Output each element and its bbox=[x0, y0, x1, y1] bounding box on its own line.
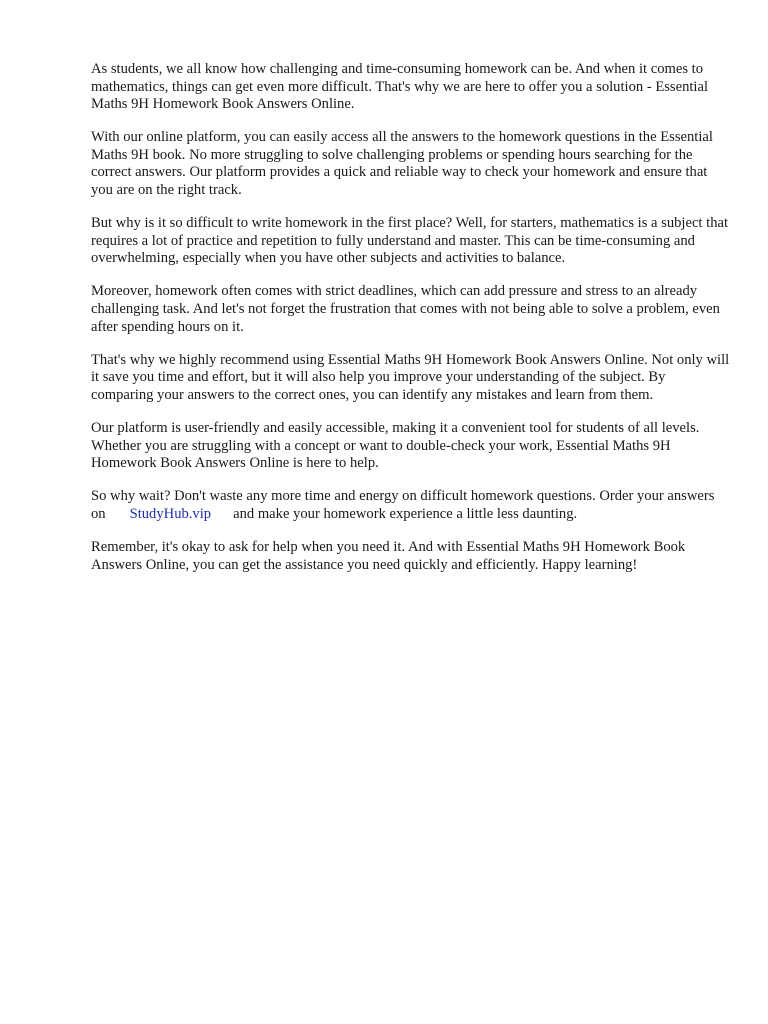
document-page bbox=[91, 61, 731, 590]
cta-text-after: and make your homework experience a little less daunting. bbox=[233, 505, 578, 522]
paragraph-platform: With our online platform, you can easily access all the answers to the homework questions in the Essential Maths 9H book. No more struggling to solve challenging problems or spending hours searching for the correct answers. Our platform provides a quick and reliable way to check your homework and ensure that you are on the right track. bbox=[91, 129, 713, 199]
paragraph-closing: Remember, it's okay to ask for help when you need it. And with Essential Maths 9H Homework Book Answers Online, you can get the assistance you need quickly and efficiently. Happy learning! bbox=[91, 538, 686, 573]
paragraph-recommendation: That's why we highly recommend using Essential Maths 9H Homework Book Answers Online. Not only will it save you time and effort, but it will also help you improve your understanding of the subject. By comparing your answers to the correct ones, you can identify any mistakes and learn from them. bbox=[91, 351, 730, 403]
cta-text-before: So why wait? Don't waste any more time and energy on difficult homework questions. Order your answers on bbox=[91, 488, 715, 522]
paragraph-intro: As students, we all know how challenging and time-consuming homework can be. And when it comes to mathematics, things can get even more difficult. That's why we are here to offer you a solution - Essential Maths 9H Homework Book Answers Online. bbox=[91, 61, 709, 113]
paragraph-deadlines: Moreover, homework often comes with strict deadlines, which can add pressure and stress to an already challenging task. And let's not forget the frustration that comes with not being able to solve a problem, even after spending hours on it. bbox=[91, 283, 720, 335]
studyhub-link[interactable]: StudyHub.vip bbox=[129, 505, 212, 522]
paragraph-difficulty: But why is it so difficult to write homework in the first place? Well, for starters, mathematics is a subject that requires a lot of practice and repetition to fully understand and master. This can be time-consuming and overwhelming, especially when you have other subjects and activities to balance. bbox=[91, 215, 729, 267]
paragraph-user-friendly: Our platform is user-friendly and easily accessible, making it a convenient tool for students of all levels. Whether you are struggling with a concept or want to double-check your work, Essential Maths 9H Homework Book Answers Online is here to help. bbox=[91, 420, 700, 472]
paragraph-call-to-action bbox=[91, 488, 731, 523]
